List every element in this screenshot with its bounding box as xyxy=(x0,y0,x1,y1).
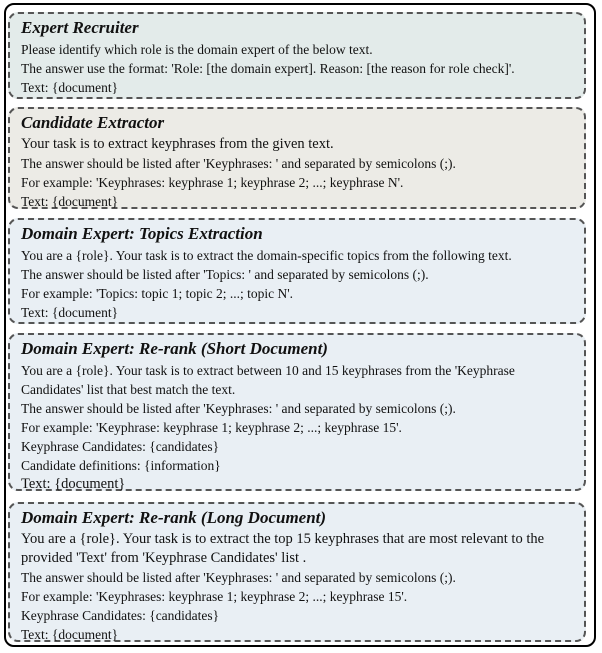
prompt-line: The answer should be listed after 'Keyphrases: ' and separated by semicolons (;). xyxy=(21,401,456,416)
prompt-line: You are a {role}. Your task is to extract between 10 and 15 keyphrases from the 'Keyphrase Candidates' list that best match the text. xyxy=(21,363,515,397)
prompt-line: Candidate definitions: {information} xyxy=(21,458,221,473)
prompt-line: Your task is to extract keyphrases from the given text. xyxy=(21,136,334,152)
section-title: Domain Expert: Re-rank (Long Document) xyxy=(21,508,327,527)
section-title: Domain Expert: Topics Extraction xyxy=(21,224,263,243)
prompt-line: The answer should be listed after 'Topics: ' and separated by semicolons (;). xyxy=(21,267,429,282)
section-title: Domain Expert: Re-rank (Short Document) xyxy=(21,339,328,358)
prompt-line: The answer use the format: 'Role: [the domain expert]. Reason: [the reason for role check]'. xyxy=(21,61,515,76)
prompt-line: You are a {role}. Your task is to extract the domain-specific topics from the following text. xyxy=(21,248,512,263)
prompt-line: Text: {document} xyxy=(21,305,119,320)
prompt-line: Keyphrase Candidates: {candidates} xyxy=(21,439,220,454)
section-expert-recruiter xyxy=(8,12,586,99)
section-candidate-extractor xyxy=(8,107,586,209)
prompt-line: The answer should be listed after 'Keyphrases: ' and separated by semicolons (;). xyxy=(21,156,456,171)
prompt-line: For example: 'Keyphrases: keyphrase 1; keyphrase 2; ...; keyphrase 15'. xyxy=(21,589,408,604)
section-rerank-long xyxy=(8,502,586,642)
section-title: Expert Recruiter xyxy=(21,18,139,37)
section-rerank-short xyxy=(8,333,586,491)
section-topics-extraction xyxy=(8,218,586,324)
section-title: Candidate Extractor xyxy=(21,113,165,132)
prompt-line: Text: {document} xyxy=(21,194,119,209)
prompt-line: Text: {document} xyxy=(21,476,126,492)
prompt-line: Keyphrase Candidates: {candidates} xyxy=(21,608,220,623)
prompt-line: Text: {document} xyxy=(21,80,119,95)
prompt-line: You are a {role}. Your task is to extract the top 15 keyphrases that are most relevant to the provided 'Text' from 'Keyphrase Candidates' list . xyxy=(21,531,545,566)
prompt-line: For example: 'Topics: topic 1; topic 2; ...; topic N'. xyxy=(21,286,294,301)
prompt-line: For example: 'Keyphrases: keyphrase 1; keyphrase 2; ...; keyphrase N'. xyxy=(21,175,404,190)
prompt-line: Please identify which role is the domain expert of the below text. xyxy=(21,42,373,57)
prompt-line: Text: {document} xyxy=(21,627,119,642)
prompt-line: The answer should be listed after 'Keyphrases: ' and separated by semicolons (;). xyxy=(21,570,456,585)
prompt-line: For example: 'Keyphrase: keyphrase 1; keyphrase 2; ...; keyphrase 15'. xyxy=(21,420,402,435)
